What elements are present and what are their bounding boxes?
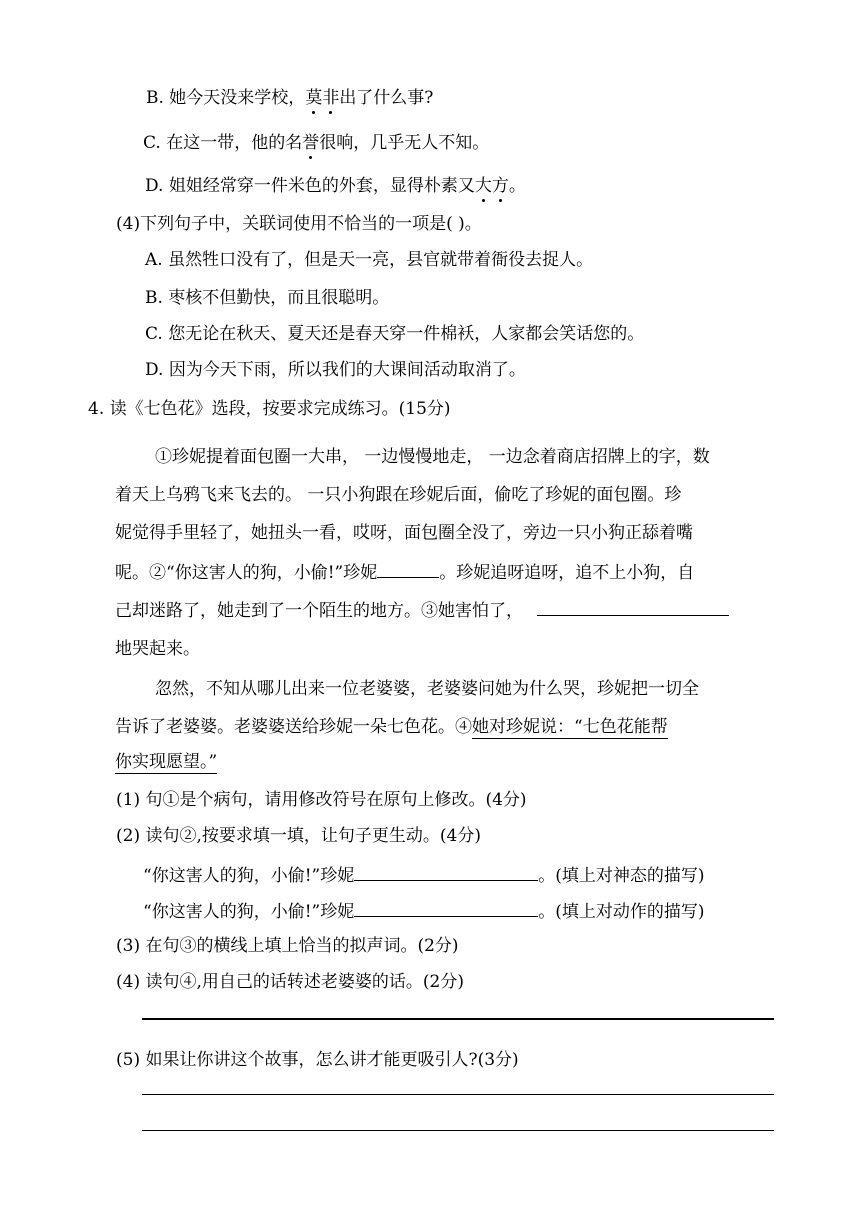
answer-blank[interactable] xyxy=(354,862,538,881)
q3-sub4-option-a: A. 虽然牲口没有了，但是天一亮，县官就带着衙役去捉人。 xyxy=(145,250,594,270)
passage-line: 地哭起来。 xyxy=(115,639,200,659)
answer-line[interactable] xyxy=(142,1018,774,1020)
q3-option-d: D. 姐姐经常穿一件米色的外套，显得朴素又大方。 xyxy=(145,176,526,196)
emphasis-char: 大 xyxy=(474,176,492,196)
q4-sub2: (2) 读句②,按要求填一填，让句子更生动。(4分) xyxy=(116,826,481,846)
q4-sub5: (5) 如果让你讲这个故事，怎么讲才能更吸引人?(3分) xyxy=(116,1050,519,1070)
emphasis-char: 誉 xyxy=(302,133,320,153)
passage-line: ①珍妮提着面包圈一大串， 一边慢慢地走， 一边念着商店招牌上的字，数 xyxy=(155,447,710,467)
passage-line: 忽然，不知从哪儿出来一位老婆婆，老婆婆问她为什么哭，珍妮把一切全 xyxy=(155,679,699,699)
q3-sub4-stem: (4)下列句子中，关联词使用不恰当的一项是( )。 xyxy=(116,214,482,234)
q3-option-c: C. 在这一带，他的名誉很响，几乎无人不知。 xyxy=(143,133,490,153)
q4-sub1: (1) 句①是个病句，请用修改符号在原句上修改。(4分) xyxy=(116,790,527,810)
q3-sub4-option-d: D. 因为今天下雨，所以我们的大课间活动取消了。 xyxy=(145,360,526,380)
q4-sub2-line-a: “你这害人的狗，小偷!”珍妮 。(填上对神态的描写) xyxy=(143,862,704,888)
passage-line: 己却迷路了，她走到了一个陌生的地方。③她害怕了， xyxy=(115,597,729,623)
q3-option-b: B. 她今天没来学校，莫非出了什么事? xyxy=(146,88,434,108)
passage-line: 告诉了老婆婆。老婆婆送给珍妮一朵七色花。④她对珍妮说：“七色花能帮 xyxy=(115,717,668,737)
q3-sub4-option-b: B. 枣核不但勤快，而且很聪明。 xyxy=(145,288,390,308)
q4-sub4: (4) 读句④,用自己的话转述老婆婆的话。(2分) xyxy=(116,972,464,992)
q3-sub4-option-c: C. 您无论在秋天、夏天还是春天穿一件棉袄，人家都会笑话您的。 xyxy=(145,324,645,344)
q4-sub2-line-b: “你这害人的狗，小偷!”珍妮 。(填上对动作的描写) xyxy=(143,898,704,924)
underlined-sentence: 她对珍妮说：“七色花能帮 xyxy=(472,717,668,737)
passage-line: 呢。②“你这害人的狗，小偷!”珍妮 。珍妮追呀追呀，追不上小狗，自 xyxy=(115,559,694,585)
answer-blank[interactable] xyxy=(537,597,729,616)
passage-line: 妮觉得手里轻了，她扭头一看，哎呀，面包圈全没了，旁边一只小狗正舔着嘴 xyxy=(115,523,693,543)
emphasis-char: 莫 xyxy=(305,88,323,108)
emphasis-char: 非 xyxy=(322,88,340,108)
q4-sub3: (3) 在句③的横线上填上恰当的拟声词。(2分) xyxy=(116,936,459,956)
answer-line[interactable] xyxy=(142,1094,774,1095)
answer-blank[interactable] xyxy=(354,898,538,917)
underlined-sentence: 你实现愿望。” xyxy=(115,752,218,772)
q4-title: 4. 读《七色花》选段，按要求完成练习。(15分) xyxy=(88,399,451,419)
answer-line[interactable] xyxy=(142,1130,774,1131)
answer-blank[interactable] xyxy=(377,559,439,578)
passage-line: 着天上乌鸦飞来飞去的。 一只小狗跟在珍妮后面，偷吃了珍妮的面包圈。珍 xyxy=(115,485,682,505)
emphasis-char: 方 xyxy=(491,176,509,196)
passage-line xyxy=(115,750,217,774)
